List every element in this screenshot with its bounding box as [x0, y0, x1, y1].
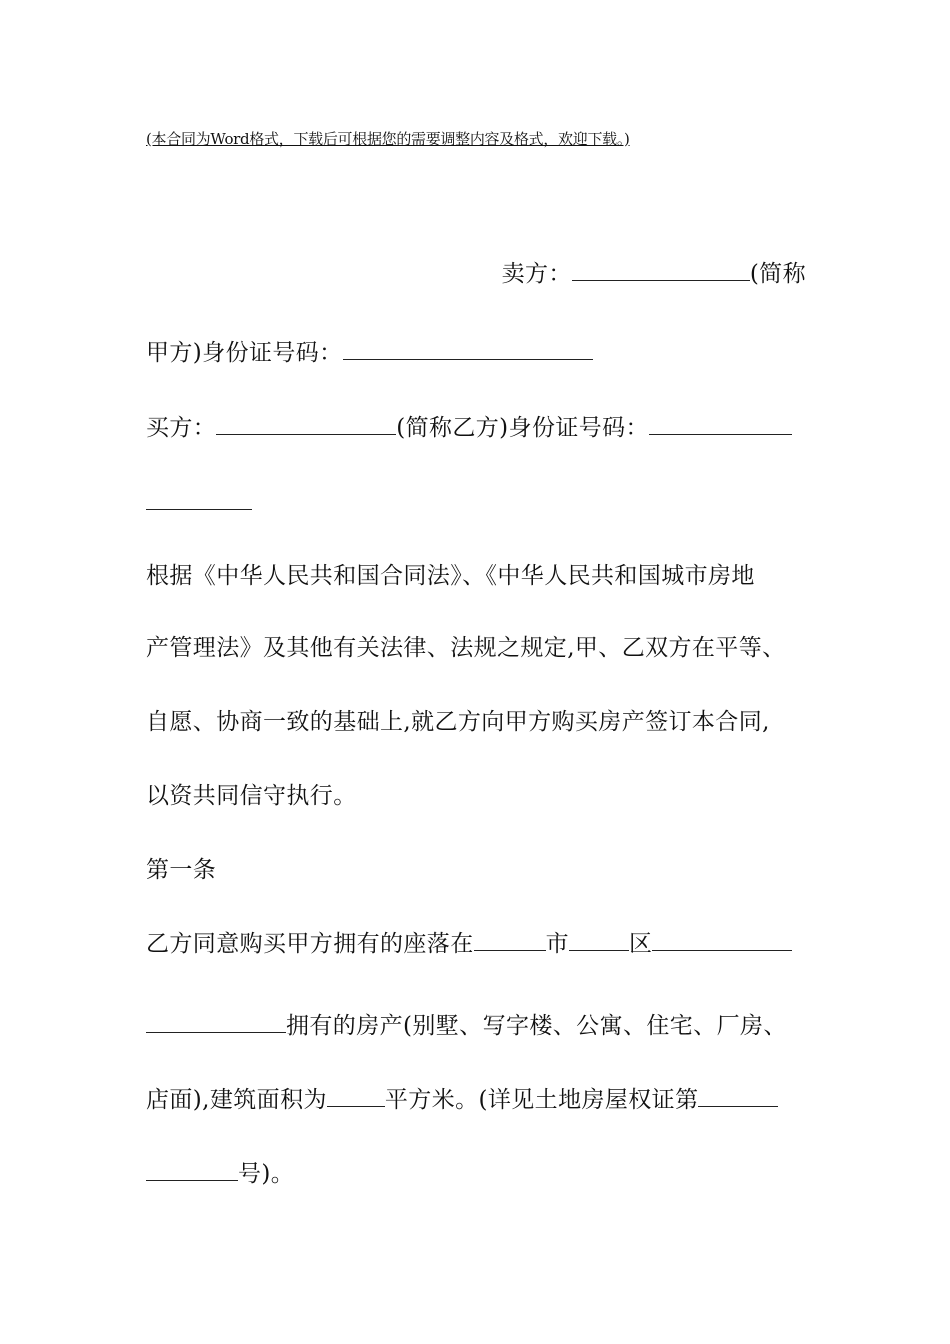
address-blank: [652, 930, 792, 951]
format-notice: (本合同为Word格式，下载后可根据您的需要调整内容及格式，欢迎下载。): [146, 130, 630, 148]
area-blank: [327, 1086, 385, 1107]
seller-line: [146, 259, 806, 289]
paragraph-line: 自愿、协商一致的基础上,就乙方向甲方购买房产签订本合同,: [146, 709, 770, 735]
article1-line1: [146, 929, 806, 959]
buyer-line: [146, 413, 806, 443]
district-blank: [569, 930, 629, 951]
article-heading: 第一条: [146, 857, 217, 883]
seller-label: 卖方：: [501, 261, 572, 287]
seller-abbr-start: (简称: [749, 261, 806, 287]
certificate-number-blank: [698, 1086, 778, 1107]
article1-line4-text: 号)。: [238, 1161, 295, 1187]
article1-line1-text-a: 乙方同意购买甲方拥有的座落在: [146, 931, 474, 957]
article1-line2: [146, 1011, 806, 1041]
buyer-label: 买方：: [146, 415, 217, 441]
seller-id-line: [146, 338, 806, 368]
buyer-abbr: (简称乙方)身份证号码：: [396, 415, 649, 441]
paragraph-line: 产管理法》及其他有关法律、法规之规定,甲、乙双方在平等、: [146, 635, 786, 661]
paragraph-line: 以资共同信守执行。: [146, 783, 357, 809]
buyer-id-continuation: [146, 488, 806, 518]
seller-id-blank: [343, 339, 593, 360]
buyer-name-blank: [216, 414, 396, 435]
address-blank-continued: [146, 1012, 286, 1033]
buyer-id-blank-continued: [146, 489, 252, 510]
article1-line4: [146, 1159, 806, 1189]
paragraph-line: 根据《中华人民共和国合同法》、《中华人民共和国城市房地: [146, 563, 755, 589]
city-label: 市: [545, 931, 570, 957]
certificate-number-blank-continued: [146, 1160, 238, 1181]
article1-line3-text-b: 平方米。(详见土地房屋权证第: [384, 1087, 699, 1113]
article1-line3: [146, 1085, 806, 1115]
article1-line3-text-a: 店面),建筑面积为: [146, 1087, 327, 1113]
seller-name-blank: [572, 260, 750, 281]
seller-abbr-end: 甲方)身份证号码：: [146, 340, 343, 366]
district-label: 区: [629, 931, 653, 957]
city-blank: [474, 930, 546, 951]
buyer-id-blank: [649, 414, 792, 435]
article1-line2-text: 拥有的房产(别墅、写字楼、公寓、住宅、厂房、: [286, 1013, 787, 1039]
